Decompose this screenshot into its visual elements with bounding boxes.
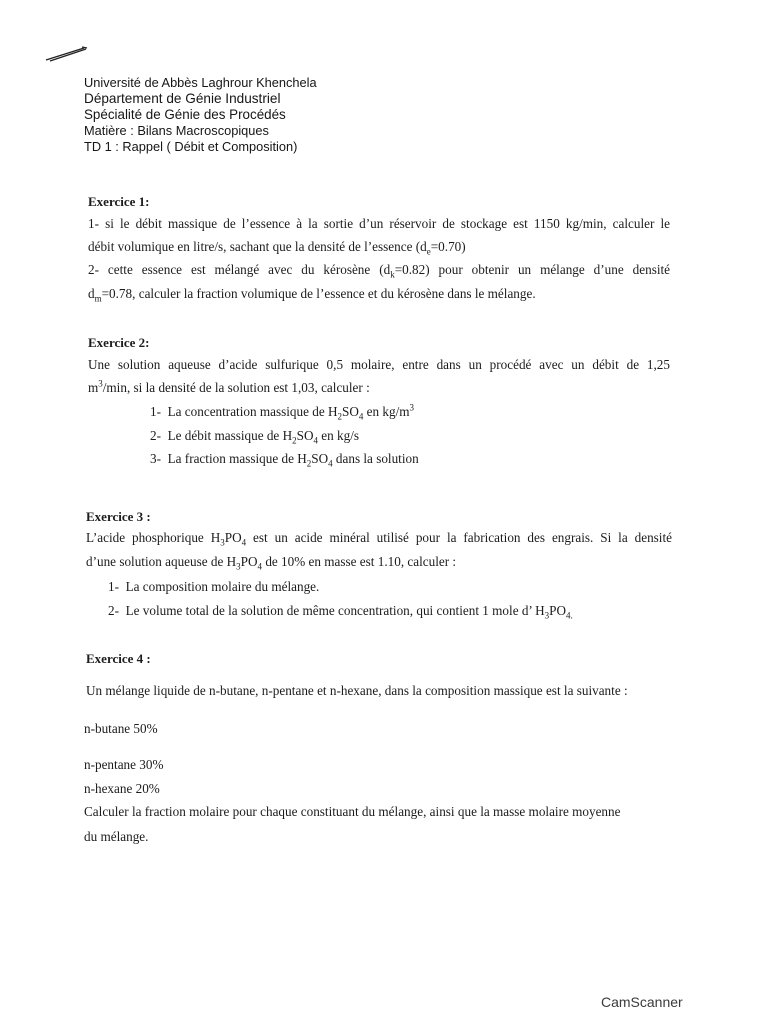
exercise-1-title: Exercice 1: xyxy=(88,194,150,209)
exercise-3-title: Exercice 3 : xyxy=(86,509,151,524)
exercise-2-line: $m^3/\min$, si la densité de la solution est 1,03, calculer : xyxy=(88,378,370,395)
exercise-3-line: d’une solution aqueuse de $H_3PO_4$ de 10% en masse est 1.10, calculer : xyxy=(86,554,457,572)
exercise-2-item: 3- La fraction massique de $H_2SO_4$ dans la solution xyxy=(150,451,419,469)
td-title: TD 1 : Rappel ( Débit et Composition) xyxy=(84,139,298,154)
composition-hexane: n-hexane 20% xyxy=(84,781,160,796)
exercise-1-line: $d_m=0.78$, calculer la fraction volumique de l’essence et du kérosène dans le mélange. xyxy=(88,286,536,304)
subject: Matière : Bilans Macroscopiques xyxy=(84,123,269,138)
exercise-1-line: débit volumique en litre/s, sachant que la densité de l’essence $(d_e=0.70)$ xyxy=(88,239,466,257)
exercise-2-line: Une solution aqueuse d’acide sulfurique 0,5 molaire, entre dans un procédé avec un débit de 1,25 xyxy=(88,357,670,372)
exercise-4-line: du mélange. xyxy=(84,829,149,844)
university-name: Université de Abbès Laghrour Khenchela xyxy=(84,75,317,90)
camscanner-watermark: CamScanner xyxy=(601,994,683,1010)
specialty: Spécialité de Génie des Procédés xyxy=(84,107,286,122)
exercise-3-item: 1- La composition molaire du mélange. xyxy=(108,579,320,594)
exercise-3-line: L’acide phosphorique $H_3PO_4$ est un acide minéral utilisé pour la fabrication des engrais. Si la densité xyxy=(86,530,672,548)
department: Département de Génie Industriel xyxy=(84,91,281,106)
exercise-4-line: Calculer la fraction molaire pour chaque constituant du mélange, ainsi que la masse molaire moyenne xyxy=(84,804,621,819)
exercise-2-item: 2- Le débit massique de $H_2SO_4$ en kg/s xyxy=(150,428,359,446)
composition-pentane: n-pentane 30% xyxy=(84,757,164,772)
exercise-1-line: 1- si le débit massique de l’essence à la sortie d’un réservoir de stockage est 1150 kg/min, calculer le xyxy=(88,216,670,231)
composition-butane: n-butane 50% xyxy=(84,721,158,736)
exercise-4-title: Exercice 4 : xyxy=(86,651,151,666)
exercise-2-title: Exercice 2: xyxy=(88,335,150,350)
exercise-3-item: 2- Le volume total de la solution de même concentration, qui contient 1 mole d’ $H_3PO_{4.}$ xyxy=(108,603,573,621)
exercise-2-item: 1- La concentration massique de $H_2SO_4$ en $kg/m^3$ xyxy=(150,402,415,422)
exercise-4-line: Un mélange liquide de n-butane, n-pentane et n-hexane, dans la composition massique est la suivante : xyxy=(86,683,628,698)
pen-scribble-icon xyxy=(44,44,88,64)
exercise-1-line: 2- cette essence est mélangé avec du kérosène $(d_k=0.82)$ pour obtenir un mélange d’une densité xyxy=(88,262,671,280)
document-header xyxy=(84,75,317,155)
